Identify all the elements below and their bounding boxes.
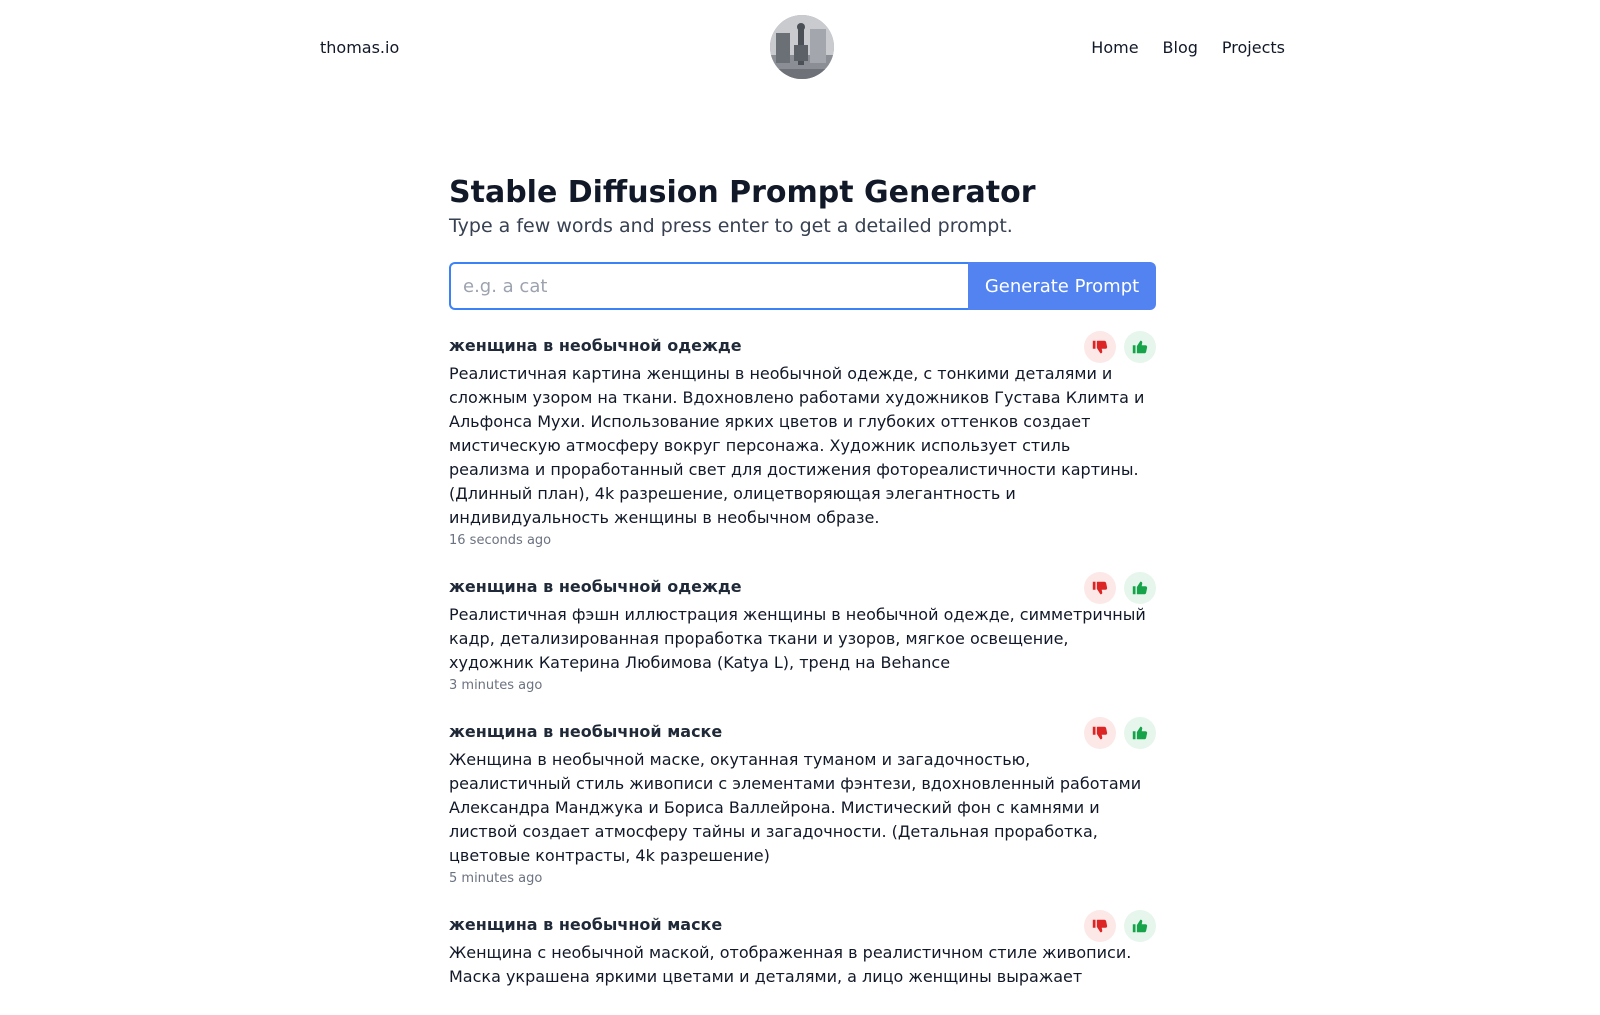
downvote-button[interactable] [1084, 717, 1116, 749]
downvote-button[interactable] [1084, 910, 1116, 942]
upvote-button[interactable] [1124, 910, 1156, 942]
vote-group [1084, 717, 1156, 749]
result-text: Реалистичная картина женщины в необычной одежде, с тонкими деталями и сложным узором на ткани. Вдохновлено работами художников Густава Климта и Альфонса Мухи. Использование ярких цветов и глубоких оттенков создает мистическую атмосферу вокруг персонажа. Художник использует стиль реализма и проработанный свет для достижения фотореалистичности картины. (Длинный план), 4k разрешение, олицетворяющая элегантность и индивидуальность женщины в необычном образе. [449, 364, 1145, 527]
thumbs-down-icon [1091, 917, 1109, 935]
upvote-button[interactable] [1124, 572, 1156, 604]
thumbs-up-icon [1131, 917, 1149, 935]
result-timestamp: 5 minutes ago [449, 871, 543, 886]
thumbs-down-icon [1091, 579, 1109, 597]
site-header [0, 0, 1600, 96]
brand-link[interactable]: thomas.io [320, 38, 400, 57]
results-list [449, 335, 1156, 989]
prompt-input[interactable] [449, 262, 968, 310]
nav-blog[interactable]: Blog [1162, 38, 1198, 57]
vote-group [1084, 910, 1156, 942]
avatar[interactable] [770, 15, 834, 79]
downvote-button[interactable] [1084, 572, 1116, 604]
thumbs-up-icon [1131, 338, 1149, 356]
generate-prompt-button[interactable]: Generate Prompt [968, 262, 1156, 310]
page-title: Stable Diffusion Prompt Generator [449, 175, 1036, 210]
result-title: женщина в необычной маске [449, 915, 723, 934]
upvote-button[interactable] [1124, 331, 1156, 363]
result-timestamp: 3 minutes ago [449, 678, 543, 693]
main-content [449, 174, 1156, 1015]
vote-group [1084, 331, 1156, 363]
result-title: женщина в необычной одежде [449, 336, 742, 355]
result-text: Реалистичная фэшн иллюстрация женщины в необычной одежде, симметричный кадр, детализированная проработка ткани и узоров, мягкое освещение, художник Катерина Любимова (Katya L), тренд на Behance [449, 605, 1146, 672]
nav-home[interactable]: Home [1091, 38, 1139, 57]
list-item [449, 721, 1156, 888]
list-item [449, 914, 1156, 989]
result-title: женщина в необычной одежде [449, 577, 742, 596]
list-item [449, 335, 1156, 550]
page-subtitle: Type a few words and press enter to get a detailed prompt. [449, 215, 1013, 237]
vote-group [1084, 572, 1156, 604]
list-item [449, 576, 1156, 695]
result-timestamp: 16 seconds ago [449, 533, 552, 548]
thumbs-up-icon [1131, 579, 1149, 597]
thumbs-down-icon [1091, 724, 1109, 742]
main-nav [1091, 38, 1285, 58]
prompt-form [449, 262, 1156, 310]
result-text: Женщина с необычной маской, отображенная в реалистичном стиле живописи. Маска украшена яркими цветами и деталями, а лицо женщины выражает [449, 943, 1132, 986]
downvote-button[interactable] [1084, 331, 1116, 363]
thumbs-up-icon [1131, 724, 1149, 742]
result-text: Женщина в необычной маске, окутанная туманом и загадочностью, реалистичный стиль живописи с элементами фэнтези, вдохновленный работами Александра Манджука и Бориса Валлейрона. Мистический фон с камнями и листвой создает атмосферу тайны и загадочности. (Детальная проработка, цветовые контрасты, 4k разрешение) [449, 750, 1142, 865]
result-title: женщина в необычной маске [449, 722, 723, 741]
upvote-button[interactable] [1124, 717, 1156, 749]
avatar-image [770, 15, 834, 79]
nav-projects[interactable]: Projects [1221, 38, 1285, 57]
thumbs-down-icon [1091, 338, 1109, 356]
